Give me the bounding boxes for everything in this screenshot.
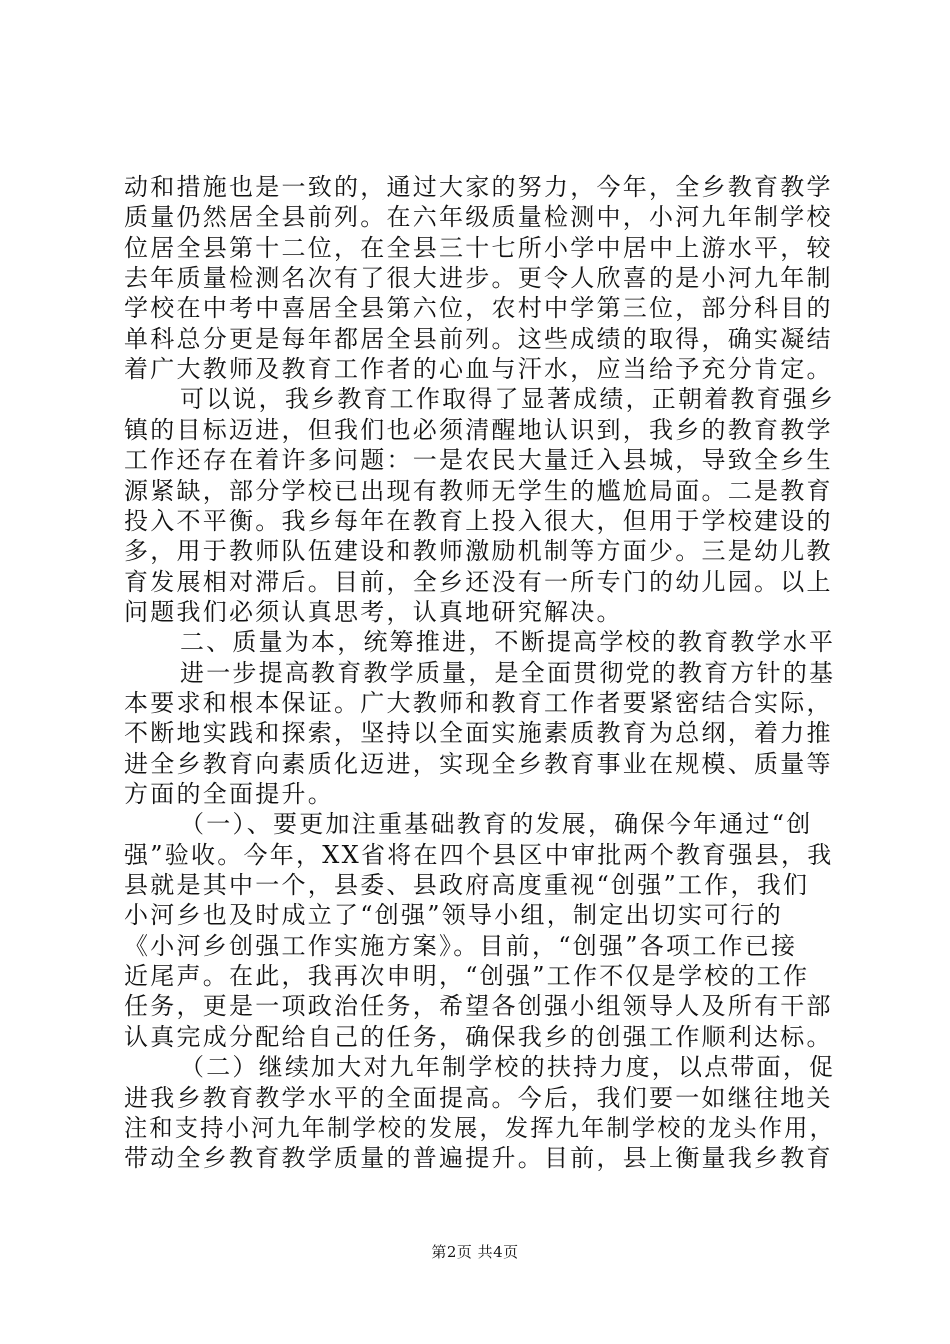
body-line: 工作还存在着许多问题：一是农民大量迁入县城，导致全乡生 [124,446,833,475]
body-line: 位居全县第十二位，在全县三十七所小学中居中上游水平，较 [124,233,833,262]
body-line: 县就是其中一个，县委、县政府高度重视“创强”工作，我们 [124,871,810,900]
body-line: 注和支持小河九年制学校的发展，发挥九年制学校的龙头作用， [124,1113,835,1142]
section-heading: 二、质量为本，统筹推进，不断提高学校的教育教学水平 [180,628,836,657]
body-line: 问题我们必须认真思考，认真地研究解决。 [124,597,623,626]
body-line: 去年质量检测名次有了很大进步。更令人欣喜的是小河九年制 [124,264,833,293]
body-line: 认真完成分配给自己的任务，确保我乡的创强工作顺利达标。 [124,1022,833,1051]
body-line: 小河乡也及时成立了“创强”领导小组，制定出切实可行的 [124,901,784,930]
body-line: 《小河乡创强工作实施方案》。目前，“创强”各项工作已接 [124,931,798,960]
body-line: 进我乡教育教学水平的全面提高。今后，我们要一如继往地关 [124,1083,833,1112]
body-line: 方面的全面提升。 [124,780,334,808]
body-line: 育发展相对滞后。目前，全乡还没有一所专门的幼儿园。以上 [124,567,833,596]
body-line: 进全乡教育向素质化迈进，实现全乡教育事业在规模、质量等 [124,749,833,778]
body-line: 带动全乡教育教学质量的普遍提升。目前，县上衡量我乡教育 [124,1144,833,1173]
paragraph-start-line: 进一步提高教育教学质量，是全面贯彻党的教育方针的基 [180,658,836,687]
body-line: 多，用于教师队伍建设和教师激励机制等方面少。三是幼儿教 [124,537,833,566]
body-line: 任务，更是一项政治任务，希望各创强小组领导人及所有干部 [124,992,833,1021]
body-line: 着广大教师及教育工作者的心血与汗水，应当给予充分肯定。 [124,355,833,384]
body-line: 本要求和根本保证。广大教师和教育工作者要紧密结合实际， [124,688,833,717]
body-line: 质量仍然居全县前列。在六年级质量检测中，小河九年制学校 [124,203,833,232]
body-line: 不断地实践和探索，坚持以全面实施素质教育为总纲，着力推 [124,719,833,748]
body-line: 强”验收。今年，XX省将在四个县区中审批两个教育强县，我 [124,840,834,869]
subsection-heading-line: （一）、要更加注重基础教育的发展，确保今年通过“创 [180,810,813,839]
body-line: 单科总分更是每年都居全县前列。这些成绩的取得，确实凝结 [124,324,833,353]
subsection-heading-line: （二）继续加大对九年制学校的扶持力度，以点带面，促 [180,1053,836,1082]
body-line: 镇的目标迈进，但我们也必须清醒地认识到，我乡的教育教学 [124,415,833,444]
page-number-footer: 第2页 共4页 [431,1243,519,1261]
body-line: 近尾声。在此，我再次申明，“创强”工作不仅是学校的工作 [124,962,810,991]
body-line: 学校在中考中喜居全县第六位，农村中学第三位，部分科目的 [124,294,833,323]
body-line: 投入不平衡。我乡每年在教育上投入很大，但用于学校建设的 [124,506,833,535]
body-line: 源紧缺，部分学校已出现有教师无学生的尴尬局面。二是教育 [124,476,833,505]
body-line: 动和措施也是一致的，通过大家的努力，今年，全乡教育教学 [124,173,833,201]
paragraph-start-line: 可以说，我乡教育工作取得了显著成绩，正朝着教育强乡 [180,385,836,414]
